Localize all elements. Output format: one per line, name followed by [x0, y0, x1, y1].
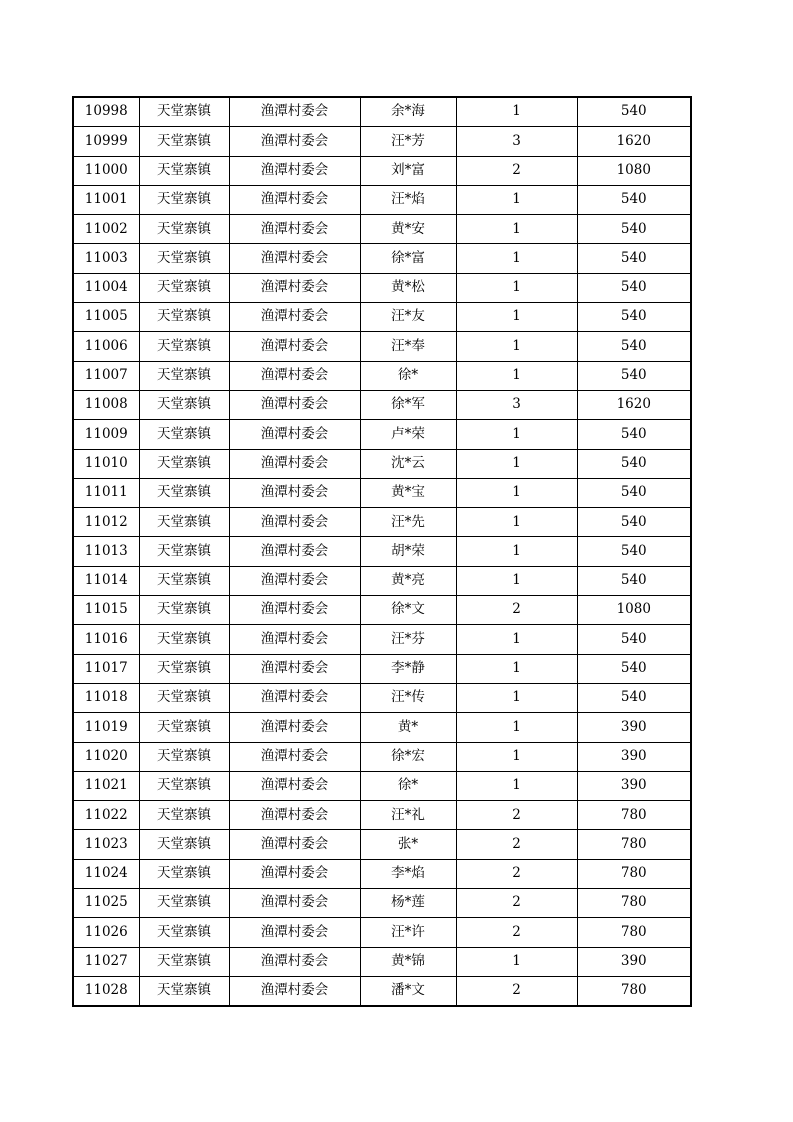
town-cell: 天堂寨镇	[139, 713, 229, 742]
person-count-cell: 3	[456, 127, 577, 156]
name-cell: 汪*友	[360, 303, 456, 332]
person-count-cell: 2	[456, 156, 577, 185]
table-row	[73, 625, 691, 654]
name-cell: 黄*宝	[360, 478, 456, 507]
amount-cell: 780	[577, 830, 691, 859]
table-row	[73, 478, 691, 507]
table-row	[73, 97, 691, 127]
amount-cell: 540	[577, 537, 691, 566]
table-row	[73, 420, 691, 449]
table-row	[73, 156, 691, 185]
name-cell: 徐*富	[360, 244, 456, 273]
village-committee-cell: 渔潭村委会	[229, 156, 360, 185]
table-row	[73, 508, 691, 537]
person-count-cell: 1	[456, 625, 577, 654]
amount-cell: 540	[577, 244, 691, 273]
name-cell: 黄*安	[360, 215, 456, 244]
village-committee-cell: 渔潭村委会	[229, 771, 360, 800]
serial-number-cell: 11005	[73, 303, 139, 332]
town-cell: 天堂寨镇	[139, 273, 229, 302]
serial-number-cell: 11011	[73, 478, 139, 507]
serial-number-cell: 11016	[73, 625, 139, 654]
town-cell: 天堂寨镇	[139, 683, 229, 712]
person-count-cell: 1	[456, 215, 577, 244]
serial-number-cell: 11004	[73, 273, 139, 302]
village-committee-cell: 渔潭村委会	[229, 830, 360, 859]
town-cell: 天堂寨镇	[139, 390, 229, 419]
table-row	[73, 390, 691, 419]
serial-number-cell: 11022	[73, 801, 139, 830]
name-cell: 汪*传	[360, 683, 456, 712]
serial-number-cell: 11020	[73, 742, 139, 771]
amount-cell: 390	[577, 742, 691, 771]
amount-cell: 540	[577, 97, 691, 127]
amount-cell: 780	[577, 918, 691, 947]
village-committee-cell: 渔潭村委会	[229, 918, 360, 947]
village-committee-cell: 渔潭村委会	[229, 478, 360, 507]
amount-cell: 540	[577, 508, 691, 537]
name-cell: 刘*富	[360, 156, 456, 185]
town-cell: 天堂寨镇	[139, 830, 229, 859]
village-committee-cell: 渔潭村委会	[229, 976, 360, 1006]
amount-cell: 1620	[577, 390, 691, 419]
village-committee-cell: 渔潭村委会	[229, 625, 360, 654]
village-committee-cell: 渔潭村委会	[229, 420, 360, 449]
village-committee-cell: 渔潭村委会	[229, 654, 360, 683]
town-cell: 天堂寨镇	[139, 801, 229, 830]
table-row	[73, 332, 691, 361]
name-cell: 李*静	[360, 654, 456, 683]
village-committee-cell: 渔潭村委会	[229, 859, 360, 888]
serial-number-cell: 11007	[73, 361, 139, 390]
person-count-cell: 3	[456, 390, 577, 419]
town-cell: 天堂寨镇	[139, 332, 229, 361]
amount-cell: 390	[577, 771, 691, 800]
amount-cell: 540	[577, 478, 691, 507]
town-cell: 天堂寨镇	[139, 742, 229, 771]
person-count-cell: 2	[456, 859, 577, 888]
village-committee-cell: 渔潭村委会	[229, 185, 360, 214]
serial-number-cell: 11001	[73, 185, 139, 214]
table-row	[73, 947, 691, 976]
amount-cell: 780	[577, 889, 691, 918]
serial-number-cell: 11013	[73, 537, 139, 566]
person-count-cell: 1	[456, 478, 577, 507]
town-cell: 天堂寨镇	[139, 625, 229, 654]
serial-number-cell: 11017	[73, 654, 139, 683]
table-row	[73, 889, 691, 918]
person-count-cell: 1	[456, 947, 577, 976]
serial-number-cell: 11006	[73, 332, 139, 361]
table-row	[73, 566, 691, 595]
person-count-cell: 1	[456, 420, 577, 449]
serial-number-cell: 11003	[73, 244, 139, 273]
town-cell: 天堂寨镇	[139, 127, 229, 156]
amount-cell: 780	[577, 976, 691, 1006]
serial-number-cell: 11018	[73, 683, 139, 712]
village-committee-cell: 渔潭村委会	[229, 449, 360, 478]
village-committee-cell: 渔潭村委会	[229, 889, 360, 918]
roster-table	[72, 96, 692, 1007]
table-row	[73, 127, 691, 156]
name-cell: 沈*云	[360, 449, 456, 478]
table-row	[73, 771, 691, 800]
table-row	[73, 303, 691, 332]
person-count-cell: 1	[456, 508, 577, 537]
person-count-cell: 1	[456, 771, 577, 800]
village-committee-cell: 渔潭村委会	[229, 596, 360, 625]
amount-cell: 540	[577, 654, 691, 683]
town-cell: 天堂寨镇	[139, 859, 229, 888]
amount-cell: 1080	[577, 596, 691, 625]
village-committee-cell: 渔潭村委会	[229, 713, 360, 742]
amount-cell: 390	[577, 713, 691, 742]
village-committee-cell: 渔潭村委会	[229, 97, 360, 127]
table-row	[73, 449, 691, 478]
table-row	[73, 596, 691, 625]
person-count-cell: 2	[456, 801, 577, 830]
village-committee-cell: 渔潭村委会	[229, 508, 360, 537]
name-cell: 黄*	[360, 713, 456, 742]
amount-cell: 540	[577, 185, 691, 214]
serial-number-cell: 11025	[73, 889, 139, 918]
village-committee-cell: 渔潭村委会	[229, 947, 360, 976]
person-count-cell: 2	[456, 889, 577, 918]
name-cell: 余*海	[360, 97, 456, 127]
town-cell: 天堂寨镇	[139, 97, 229, 127]
serial-number-cell: 11019	[73, 713, 139, 742]
person-count-cell: 1	[456, 185, 577, 214]
town-cell: 天堂寨镇	[139, 478, 229, 507]
amount-cell: 540	[577, 683, 691, 712]
serial-number-cell: 11009	[73, 420, 139, 449]
table-row	[73, 918, 691, 947]
name-cell: 潘*文	[360, 976, 456, 1006]
serial-number-cell: 11012	[73, 508, 139, 537]
serial-number-cell: 11010	[73, 449, 139, 478]
amount-cell: 540	[577, 361, 691, 390]
town-cell: 天堂寨镇	[139, 420, 229, 449]
town-cell: 天堂寨镇	[139, 244, 229, 273]
name-cell: 汪*芳	[360, 127, 456, 156]
village-committee-cell: 渔潭村委会	[229, 742, 360, 771]
amount-cell: 780	[577, 859, 691, 888]
village-committee-cell: 渔潭村委会	[229, 215, 360, 244]
table-row	[73, 830, 691, 859]
amount-cell: 1620	[577, 127, 691, 156]
name-cell: 汪*芬	[360, 625, 456, 654]
serial-number-cell: 11015	[73, 596, 139, 625]
name-cell: 徐*	[360, 361, 456, 390]
serial-number-cell: 11026	[73, 918, 139, 947]
serial-number-cell: 11028	[73, 976, 139, 1006]
town-cell: 天堂寨镇	[139, 976, 229, 1006]
person-count-cell: 1	[456, 361, 577, 390]
town-cell: 天堂寨镇	[139, 215, 229, 244]
table-row	[73, 361, 691, 390]
name-cell: 黄*亮	[360, 566, 456, 595]
name-cell: 徐*军	[360, 390, 456, 419]
name-cell: 张*	[360, 830, 456, 859]
town-cell: 天堂寨镇	[139, 361, 229, 390]
serial-number-cell: 10999	[73, 127, 139, 156]
village-committee-cell: 渔潭村委会	[229, 273, 360, 302]
name-cell: 汪*礼	[360, 801, 456, 830]
town-cell: 天堂寨镇	[139, 889, 229, 918]
table-row	[73, 273, 691, 302]
person-count-cell: 1	[456, 566, 577, 595]
town-cell: 天堂寨镇	[139, 918, 229, 947]
name-cell: 汪*奉	[360, 332, 456, 361]
person-count-cell: 1	[456, 742, 577, 771]
town-cell: 天堂寨镇	[139, 654, 229, 683]
village-committee-cell: 渔潭村委会	[229, 127, 360, 156]
village-committee-cell: 渔潭村委会	[229, 361, 360, 390]
name-cell: 卢*荣	[360, 420, 456, 449]
person-count-cell: 1	[456, 273, 577, 302]
serial-number-cell: 10998	[73, 97, 139, 127]
name-cell: 黄*锦	[360, 947, 456, 976]
town-cell: 天堂寨镇	[139, 508, 229, 537]
town-cell: 天堂寨镇	[139, 596, 229, 625]
table-row	[73, 683, 691, 712]
village-committee-cell: 渔潭村委会	[229, 537, 360, 566]
person-count-cell: 2	[456, 918, 577, 947]
name-cell: 黄*松	[360, 273, 456, 302]
person-count-cell: 1	[456, 244, 577, 273]
village-committee-cell: 渔潭村委会	[229, 683, 360, 712]
person-count-cell: 1	[456, 303, 577, 332]
serial-number-cell: 11021	[73, 771, 139, 800]
amount-cell: 540	[577, 332, 691, 361]
serial-number-cell: 11023	[73, 830, 139, 859]
serial-number-cell: 11008	[73, 390, 139, 419]
person-count-cell: 1	[456, 654, 577, 683]
serial-number-cell: 11000	[73, 156, 139, 185]
name-cell: 李*焰	[360, 859, 456, 888]
name-cell: 汪*焰	[360, 185, 456, 214]
name-cell: 汪*先	[360, 508, 456, 537]
amount-cell: 540	[577, 273, 691, 302]
town-cell: 天堂寨镇	[139, 771, 229, 800]
town-cell: 天堂寨镇	[139, 303, 229, 332]
name-cell: 胡*荣	[360, 537, 456, 566]
amount-cell: 540	[577, 303, 691, 332]
table-row	[73, 713, 691, 742]
amount-cell: 540	[577, 449, 691, 478]
amount-cell: 540	[577, 625, 691, 654]
person-count-cell: 1	[456, 332, 577, 361]
person-count-cell: 1	[456, 537, 577, 566]
table-row	[73, 801, 691, 830]
table-row	[73, 859, 691, 888]
person-count-cell: 2	[456, 830, 577, 859]
village-committee-cell: 渔潭村委会	[229, 801, 360, 830]
person-count-cell: 2	[456, 976, 577, 1006]
table-row	[73, 244, 691, 273]
amount-cell: 540	[577, 420, 691, 449]
table-row	[73, 537, 691, 566]
table-row	[73, 742, 691, 771]
village-committee-cell: 渔潭村委会	[229, 244, 360, 273]
person-count-cell: 1	[456, 713, 577, 742]
name-cell: 汪*许	[360, 918, 456, 947]
table-row	[73, 976, 691, 1006]
village-committee-cell: 渔潭村委会	[229, 390, 360, 419]
name-cell: 徐*宏	[360, 742, 456, 771]
person-count-cell: 1	[456, 449, 577, 478]
amount-cell: 390	[577, 947, 691, 976]
person-count-cell: 1	[456, 97, 577, 127]
town-cell: 天堂寨镇	[139, 449, 229, 478]
amount-cell: 780	[577, 801, 691, 830]
serial-number-cell: 11014	[73, 566, 139, 595]
name-cell: 杨*莲	[360, 889, 456, 918]
serial-number-cell: 11024	[73, 859, 139, 888]
town-cell: 天堂寨镇	[139, 566, 229, 595]
village-committee-cell: 渔潭村委会	[229, 332, 360, 361]
name-cell: 徐*	[360, 771, 456, 800]
amount-cell: 540	[577, 215, 691, 244]
roster-table-body	[73, 97, 691, 1006]
town-cell: 天堂寨镇	[139, 185, 229, 214]
person-count-cell: 2	[456, 596, 577, 625]
amount-cell: 540	[577, 566, 691, 595]
name-cell: 徐*文	[360, 596, 456, 625]
table-row	[73, 654, 691, 683]
town-cell: 天堂寨镇	[139, 537, 229, 566]
serial-number-cell: 11027	[73, 947, 139, 976]
amount-cell: 1080	[577, 156, 691, 185]
town-cell: 天堂寨镇	[139, 947, 229, 976]
town-cell: 天堂寨镇	[139, 156, 229, 185]
table-row	[73, 185, 691, 214]
village-committee-cell: 渔潭村委会	[229, 566, 360, 595]
table-row	[73, 215, 691, 244]
serial-number-cell: 11002	[73, 215, 139, 244]
village-committee-cell: 渔潭村委会	[229, 303, 360, 332]
person-count-cell: 1	[456, 683, 577, 712]
